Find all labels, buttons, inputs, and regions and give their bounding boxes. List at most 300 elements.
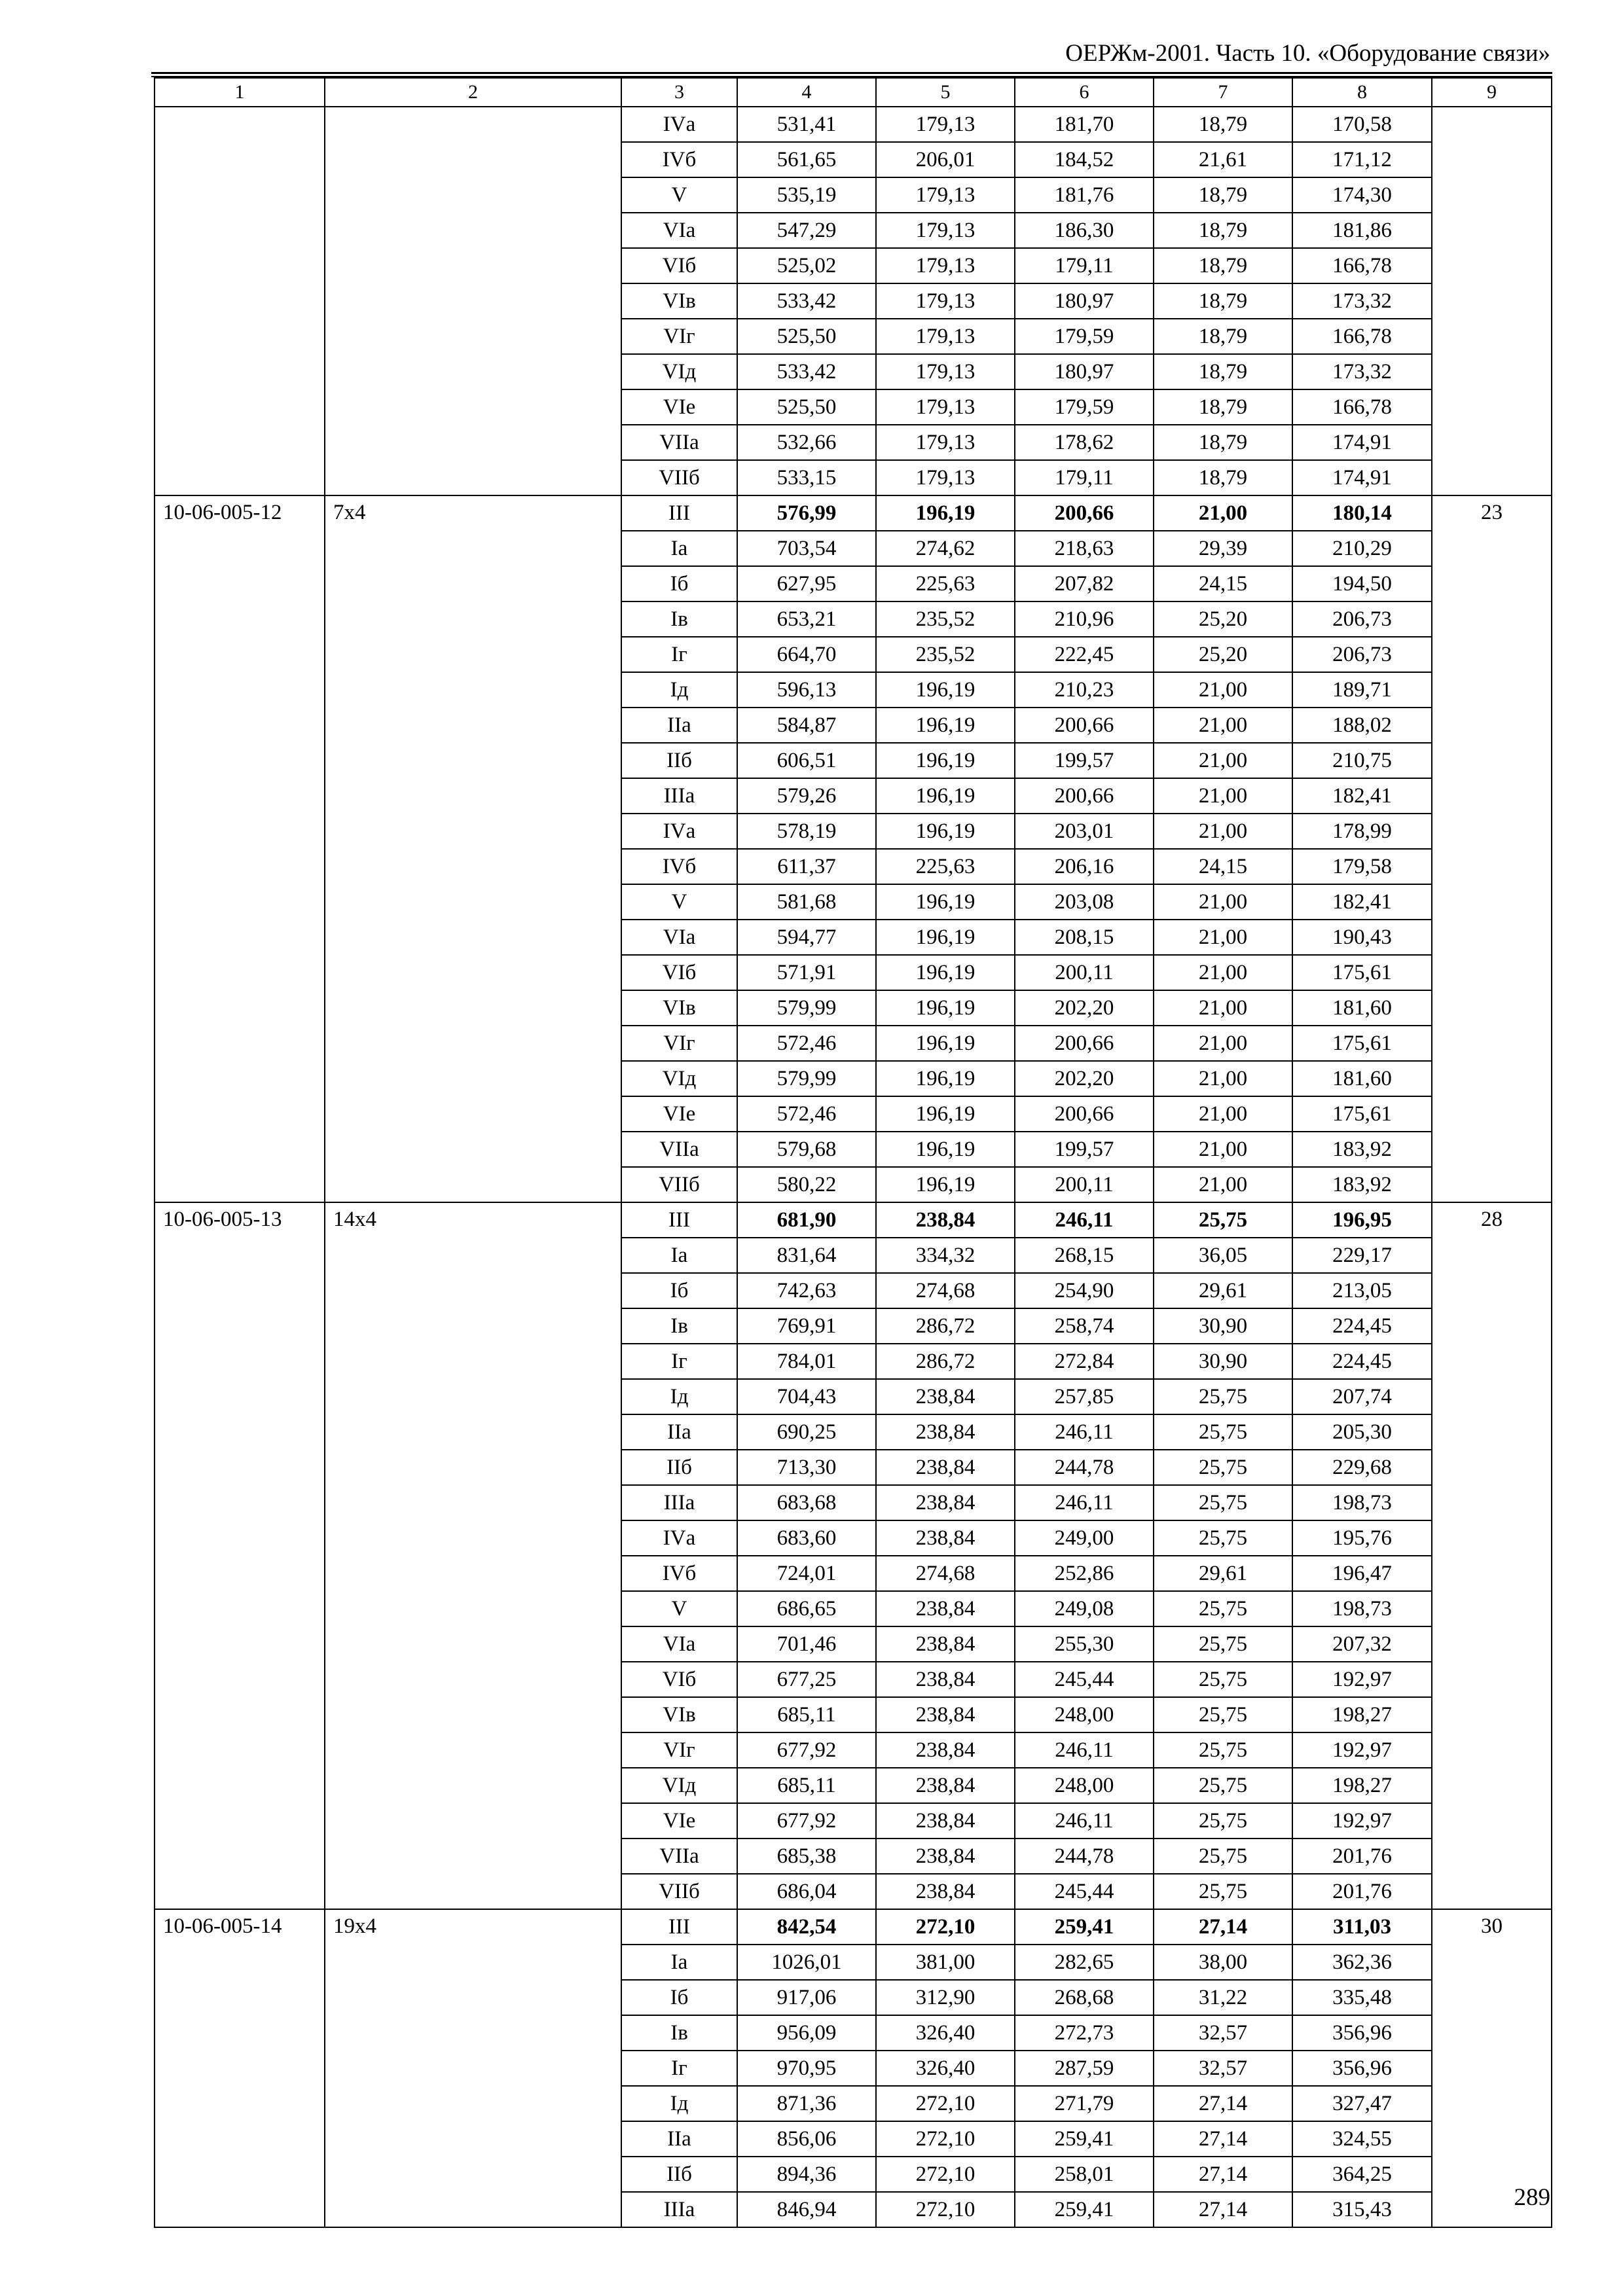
zone-cell: Iв — [621, 1308, 737, 1344]
value-cell: 174,91 — [1292, 425, 1432, 460]
value-cell: 584,87 — [737, 708, 876, 743]
value-cell: 178,99 — [1292, 814, 1432, 849]
value-cell: 198,27 — [1292, 1697, 1432, 1732]
value-cell: 683,60 — [737, 1520, 876, 1556]
column-number: 6 — [1015, 78, 1154, 107]
value-cell: 572,46 — [737, 1026, 876, 1061]
value-cell: 196,19 — [876, 1061, 1015, 1096]
value-cell: 272,10 — [876, 2121, 1015, 2157]
value-cell: 31,22 — [1154, 1980, 1292, 2015]
header-rule — [151, 72, 1552, 74]
value-cell: 196,19 — [876, 778, 1015, 814]
value-cell: 201,76 — [1292, 1874, 1432, 1909]
rates-table — [154, 77, 1552, 2228]
value-cell: 196,19 — [876, 955, 1015, 990]
value-cell: 203,01 — [1015, 814, 1154, 849]
value-cell: 1026,01 — [737, 1945, 876, 1980]
column-number: 1 — [155, 78, 325, 107]
zone-cell: III — [621, 495, 737, 531]
value-cell: 224,45 — [1292, 1344, 1432, 1379]
value-cell: 18,79 — [1154, 107, 1292, 142]
value-cell: 25,20 — [1154, 601, 1292, 637]
value-cell: 179,13 — [876, 389, 1015, 425]
value-cell: 784,01 — [737, 1344, 876, 1379]
zone-cell: VIа — [621, 1626, 737, 1662]
value-cell: 182,41 — [1292, 884, 1432, 920]
value-cell: 196,19 — [876, 814, 1015, 849]
zone-cell: VIIа — [621, 1839, 737, 1874]
value-cell: 196,19 — [876, 1096, 1015, 1132]
value-cell: 207,74 — [1292, 1379, 1432, 1414]
dimension-cell: 7х4 — [325, 495, 621, 1202]
value-cell: 179,13 — [876, 248, 1015, 283]
value-cell: 179,58 — [1292, 849, 1432, 884]
value-cell: 166,78 — [1292, 389, 1432, 425]
value-cell: 244,78 — [1015, 1839, 1154, 1874]
zone-cell: III — [621, 1909, 737, 1945]
value-cell: 769,91 — [737, 1308, 876, 1344]
value-cell: 856,06 — [737, 2121, 876, 2157]
zone-cell: IIа — [621, 708, 737, 743]
value-cell: 195,76 — [1292, 1520, 1432, 1556]
value-cell: 246,11 — [1015, 1732, 1154, 1768]
value-cell: 206,01 — [876, 142, 1015, 177]
zone-cell: VIе — [621, 389, 737, 425]
value-cell: 25,75 — [1154, 1591, 1292, 1626]
column-number: 8 — [1292, 78, 1432, 107]
value-cell: 238,84 — [876, 1450, 1015, 1485]
value-cell: 571,91 — [737, 955, 876, 990]
value-cell: 18,79 — [1154, 319, 1292, 354]
zone-cell: VIд — [621, 1061, 737, 1096]
zone-cell: Iг — [621, 1344, 737, 1379]
value-cell: 579,26 — [737, 778, 876, 814]
zone-cell: V — [621, 177, 737, 213]
value-cell: 21,00 — [1154, 1061, 1292, 1096]
value-cell: 179,13 — [876, 354, 1015, 389]
value-cell: 238,84 — [876, 1202, 1015, 1238]
value-cell: 183,92 — [1292, 1132, 1432, 1167]
value-cell: 653,21 — [737, 601, 876, 637]
value-cell: 202,20 — [1015, 990, 1154, 1026]
value-cell: 244,78 — [1015, 1450, 1154, 1485]
value-cell: 238,84 — [876, 1697, 1015, 1732]
value-cell: 315,43 — [1292, 2192, 1432, 2227]
value-cell: 21,00 — [1154, 1167, 1292, 1202]
zone-cell: VIв — [621, 283, 737, 319]
column-9-cell: 23 — [1432, 495, 1552, 1202]
value-cell: 326,40 — [876, 2051, 1015, 2086]
column-9-cell: 30 — [1432, 1909, 1552, 2227]
value-cell: 18,79 — [1154, 425, 1292, 460]
value-cell: 21,00 — [1154, 672, 1292, 708]
value-cell: 30,90 — [1154, 1344, 1292, 1379]
value-cell: 183,92 — [1292, 1167, 1432, 1202]
value-cell: 218,63 — [1015, 531, 1154, 566]
table-row — [155, 1202, 1552, 1238]
value-cell: 192,97 — [1292, 1803, 1432, 1839]
value-cell: 690,25 — [737, 1414, 876, 1450]
value-cell: 179,13 — [876, 319, 1015, 354]
value-cell: 238,84 — [876, 1626, 1015, 1662]
value-cell: 956,09 — [737, 2015, 876, 2051]
value-cell: 685,11 — [737, 1697, 876, 1732]
zone-cell: III — [621, 1202, 737, 1238]
value-cell: 27,14 — [1154, 2157, 1292, 2192]
value-cell: 249,00 — [1015, 1520, 1154, 1556]
value-cell: 199,57 — [1015, 743, 1154, 778]
value-cell: 664,70 — [737, 637, 876, 672]
value-cell: 21,00 — [1154, 920, 1292, 955]
value-cell: 202,20 — [1015, 1061, 1154, 1096]
value-cell: 174,30 — [1292, 177, 1432, 213]
value-cell: 229,17 — [1292, 1238, 1432, 1273]
value-cell: 21,00 — [1154, 814, 1292, 849]
value-cell: 272,10 — [876, 2192, 1015, 2227]
value-cell: 182,41 — [1292, 778, 1432, 814]
value-cell: 25,75 — [1154, 1626, 1292, 1662]
zone-cell: Iа — [621, 531, 737, 566]
value-cell: 238,84 — [876, 1662, 1015, 1697]
value-cell: 18,79 — [1154, 248, 1292, 283]
value-cell: 578,19 — [737, 814, 876, 849]
value-cell: 32,57 — [1154, 2015, 1292, 2051]
value-cell: 196,19 — [876, 743, 1015, 778]
value-cell: 18,79 — [1154, 354, 1292, 389]
rate-code-cell: 10-06-005-14 — [155, 1909, 325, 2227]
value-cell: 272,73 — [1015, 2015, 1154, 2051]
value-cell: 362,36 — [1292, 1945, 1432, 1980]
value-cell: 576,99 — [737, 495, 876, 531]
value-cell: 196,19 — [876, 884, 1015, 920]
value-cell: 25,75 — [1154, 1768, 1292, 1803]
value-cell: 871,36 — [737, 2086, 876, 2121]
value-cell: 701,46 — [737, 1626, 876, 1662]
value-cell: 258,74 — [1015, 1308, 1154, 1344]
value-cell: 179,11 — [1015, 460, 1154, 495]
value-cell: 894,36 — [737, 2157, 876, 2192]
value-cell: 189,71 — [1292, 672, 1432, 708]
column-number: 3 — [621, 78, 737, 107]
zone-cell: Iб — [621, 1980, 737, 2015]
value-cell: 27,14 — [1154, 2192, 1292, 2227]
value-cell: 196,19 — [876, 1167, 1015, 1202]
value-cell: 238,84 — [876, 1732, 1015, 1768]
zone-cell: VIг — [621, 1732, 737, 1768]
value-cell: 18,79 — [1154, 213, 1292, 248]
value-cell: 200,11 — [1015, 955, 1154, 990]
value-cell: 184,52 — [1015, 142, 1154, 177]
zone-cell: IVа — [621, 1520, 737, 1556]
value-cell: 179,13 — [876, 425, 1015, 460]
value-cell: 235,52 — [876, 637, 1015, 672]
value-cell: 842,54 — [737, 1909, 876, 1945]
value-cell: 334,32 — [876, 1238, 1015, 1273]
value-cell: 196,19 — [876, 1026, 1015, 1061]
value-cell: 238,84 — [876, 1520, 1015, 1556]
value-cell: 327,47 — [1292, 2086, 1432, 2121]
zone-cell: VIа — [621, 213, 737, 248]
value-cell: 24,15 — [1154, 566, 1292, 601]
value-cell: 25,75 — [1154, 1450, 1292, 1485]
value-cell: 326,40 — [876, 2015, 1015, 2051]
value-cell: 196,47 — [1292, 1556, 1432, 1591]
value-cell: 200,66 — [1015, 495, 1154, 531]
value-cell: 21,00 — [1154, 778, 1292, 814]
value-cell: 238,84 — [876, 1839, 1015, 1874]
value-cell: 21,00 — [1154, 743, 1292, 778]
column-number: 5 — [876, 78, 1015, 107]
value-cell: 703,54 — [737, 531, 876, 566]
column-number: 4 — [737, 78, 876, 107]
zone-cell: Iг — [621, 2051, 737, 2086]
value-cell: 18,79 — [1154, 389, 1292, 425]
value-cell: 246,11 — [1015, 1803, 1154, 1839]
value-cell: 225,63 — [876, 849, 1015, 884]
value-cell: 179,13 — [876, 213, 1015, 248]
value-cell: 38,00 — [1154, 1945, 1292, 1980]
zone-cell: IVа — [621, 814, 737, 849]
zone-cell: IIб — [621, 2157, 737, 2192]
value-cell: 246,11 — [1015, 1414, 1154, 1450]
value-cell: 579,99 — [737, 1061, 876, 1096]
value-cell: 205,30 — [1292, 1414, 1432, 1450]
value-cell: 192,97 — [1292, 1732, 1432, 1768]
value-cell: 196,19 — [876, 990, 1015, 1026]
zone-cell: Iд — [621, 672, 737, 708]
value-cell: 196,19 — [876, 920, 1015, 955]
value-cell: 18,79 — [1154, 177, 1292, 213]
value-cell: 25,75 — [1154, 1379, 1292, 1414]
value-cell: 677,92 — [737, 1732, 876, 1768]
value-cell: 381,00 — [876, 1945, 1015, 1980]
value-cell: 198,73 — [1292, 1591, 1432, 1626]
value-cell: 181,70 — [1015, 107, 1154, 142]
zone-cell: IIIа — [621, 1485, 737, 1520]
zone-cell: Iб — [621, 566, 737, 601]
value-cell: 561,65 — [737, 142, 876, 177]
value-cell: 572,46 — [737, 1096, 876, 1132]
value-cell: 25,75 — [1154, 1662, 1292, 1697]
value-cell: 25,75 — [1154, 1839, 1292, 1874]
value-cell: 29,61 — [1154, 1556, 1292, 1591]
value-cell: 282,65 — [1015, 1945, 1154, 1980]
value-cell: 238,84 — [876, 1803, 1015, 1839]
zone-cell: IIб — [621, 743, 737, 778]
table-body — [155, 78, 1552, 2227]
value-cell: 525,50 — [737, 389, 876, 425]
zone-cell: VIб — [621, 955, 737, 990]
value-cell: 249,08 — [1015, 1591, 1154, 1626]
value-cell: 686,65 — [737, 1591, 876, 1626]
value-cell: 201,76 — [1292, 1839, 1432, 1874]
value-cell: 25,75 — [1154, 1520, 1292, 1556]
value-cell: 21,00 — [1154, 990, 1292, 1026]
zone-cell: VIа — [621, 920, 737, 955]
value-cell: 203,08 — [1015, 884, 1154, 920]
value-cell: 180,97 — [1015, 283, 1154, 319]
zone-cell: V — [621, 1591, 737, 1626]
value-cell: 196,19 — [876, 495, 1015, 531]
value-cell: 364,25 — [1292, 2157, 1432, 2192]
value-cell: 258,01 — [1015, 2157, 1154, 2192]
value-cell: 207,32 — [1292, 1626, 1432, 1662]
value-cell: 171,12 — [1292, 142, 1432, 177]
value-cell: 286,72 — [876, 1308, 1015, 1344]
value-cell: 970,95 — [737, 2051, 876, 2086]
zone-cell: IIIа — [621, 778, 737, 814]
value-cell: 199,57 — [1015, 1132, 1154, 1167]
value-cell: 181,86 — [1292, 213, 1432, 248]
value-cell: 178,62 — [1015, 425, 1154, 460]
zone-cell: Iа — [621, 1238, 737, 1273]
value-cell: 525,50 — [737, 319, 876, 354]
value-cell: 179,13 — [876, 283, 1015, 319]
value-cell: 180,14 — [1292, 495, 1432, 531]
value-cell: 210,23 — [1015, 672, 1154, 708]
zone-cell: VIд — [621, 1768, 737, 1803]
value-cell: 229,68 — [1292, 1450, 1432, 1485]
zone-cell: Iа — [621, 1945, 737, 1980]
value-cell: 704,43 — [737, 1379, 876, 1414]
value-cell: 29,61 — [1154, 1273, 1292, 1308]
value-cell: 179,59 — [1015, 389, 1154, 425]
value-cell: 25,75 — [1154, 1697, 1292, 1732]
value-cell: 238,84 — [876, 1485, 1015, 1520]
value-cell: 535,19 — [737, 177, 876, 213]
zone-cell: IVб — [621, 142, 737, 177]
running-header: ОЕРЖм-2001. Часть 10. «Оборудование связи» — [1065, 40, 1550, 67]
value-cell: 18,79 — [1154, 283, 1292, 319]
value-cell: 196,95 — [1292, 1202, 1432, 1238]
value-cell: 272,84 — [1015, 1344, 1154, 1379]
value-cell: 207,82 — [1015, 566, 1154, 601]
value-cell: 173,32 — [1292, 283, 1432, 319]
value-cell: 324,55 — [1292, 2121, 1432, 2157]
value-cell: 188,02 — [1292, 708, 1432, 743]
value-cell: 268,68 — [1015, 1980, 1154, 2015]
value-cell: 272,10 — [876, 2157, 1015, 2192]
zone-cell: Iв — [621, 2015, 737, 2051]
zone-cell: Iв — [621, 601, 737, 637]
value-cell: 198,73 — [1292, 1485, 1432, 1520]
zone-cell: VIIб — [621, 460, 737, 495]
value-cell: 533,42 — [737, 354, 876, 389]
zone-cell: IIа — [621, 1414, 737, 1450]
value-cell: 238,84 — [876, 1414, 1015, 1450]
rate-code-cell — [155, 107, 325, 495]
value-cell: 335,48 — [1292, 1980, 1432, 2015]
value-cell: 36,05 — [1154, 1238, 1292, 1273]
value-cell: 200,66 — [1015, 778, 1154, 814]
value-cell: 917,06 — [737, 1980, 876, 2015]
value-cell: 225,63 — [876, 566, 1015, 601]
zone-cell: VIIб — [621, 1874, 737, 1909]
value-cell: 274,68 — [876, 1273, 1015, 1308]
value-cell: 356,96 — [1292, 2051, 1432, 2086]
value-cell: 21,00 — [1154, 1096, 1292, 1132]
value-cell: 206,73 — [1292, 637, 1432, 672]
value-cell: 181,60 — [1292, 1061, 1432, 1096]
value-cell: 208,15 — [1015, 920, 1154, 955]
column-number-row — [155, 78, 1552, 107]
zone-cell: IIа — [621, 2121, 737, 2157]
value-cell: 181,76 — [1015, 177, 1154, 213]
value-cell: 30,90 — [1154, 1308, 1292, 1344]
value-cell: 27,14 — [1154, 2121, 1292, 2157]
value-cell: 179,13 — [876, 177, 1015, 213]
value-cell: 24,15 — [1154, 849, 1292, 884]
value-cell: 238,84 — [876, 1874, 1015, 1909]
value-cell: 686,04 — [737, 1874, 876, 1909]
value-cell: 196,19 — [876, 1132, 1015, 1167]
zone-cell: VIIа — [621, 425, 737, 460]
value-cell: 246,11 — [1015, 1202, 1154, 1238]
column-number: 7 — [1154, 78, 1292, 107]
zone-cell: VIг — [621, 1026, 737, 1061]
value-cell: 611,37 — [737, 849, 876, 884]
zone-cell: IVб — [621, 1556, 737, 1591]
value-cell: 175,61 — [1292, 1096, 1432, 1132]
value-cell: 248,00 — [1015, 1697, 1154, 1732]
value-cell: 606,51 — [737, 743, 876, 778]
value-cell: 21,00 — [1154, 708, 1292, 743]
value-cell: 198,27 — [1292, 1768, 1432, 1803]
value-cell: 25,75 — [1154, 1803, 1292, 1839]
value-cell: 246,11 — [1015, 1485, 1154, 1520]
zone-cell: VIе — [621, 1096, 737, 1132]
table-row — [155, 495, 1552, 531]
value-cell: 181,60 — [1292, 990, 1432, 1026]
value-cell: 175,61 — [1292, 1026, 1432, 1061]
value-cell: 532,66 — [737, 425, 876, 460]
value-cell: 173,32 — [1292, 354, 1432, 389]
zone-cell: VIв — [621, 990, 737, 1026]
value-cell: 286,72 — [876, 1344, 1015, 1379]
zone-cell: VIб — [621, 248, 737, 283]
value-cell: 25,75 — [1154, 1485, 1292, 1520]
value-cell: 255,30 — [1015, 1626, 1154, 1662]
value-cell: 175,61 — [1292, 955, 1432, 990]
value-cell: 683,68 — [737, 1485, 876, 1520]
value-cell: 274,62 — [876, 531, 1015, 566]
value-cell: 210,75 — [1292, 743, 1432, 778]
value-cell: 846,94 — [737, 2192, 876, 2227]
value-cell: 685,38 — [737, 1839, 876, 1874]
value-cell: 25,75 — [1154, 1414, 1292, 1450]
value-cell: 238,84 — [876, 1591, 1015, 1626]
value-cell: 248,00 — [1015, 1768, 1154, 1803]
value-cell: 547,29 — [737, 213, 876, 248]
value-cell: 180,97 — [1015, 354, 1154, 389]
value-cell: 254,90 — [1015, 1273, 1154, 1308]
value-cell: 25,20 — [1154, 637, 1292, 672]
value-cell: 32,57 — [1154, 2051, 1292, 2086]
value-cell: 531,41 — [737, 107, 876, 142]
value-cell: 274,68 — [876, 1556, 1015, 1591]
value-cell: 222,45 — [1015, 637, 1154, 672]
value-cell: 713,30 — [737, 1450, 876, 1485]
value-cell: 196,19 — [876, 708, 1015, 743]
value-cell: 724,01 — [737, 1556, 876, 1591]
value-cell: 166,78 — [1292, 248, 1432, 283]
value-cell: 186,30 — [1015, 213, 1154, 248]
zone-cell: IVб — [621, 849, 737, 884]
column-9-cell: 28 — [1432, 1202, 1552, 1909]
zone-cell: IIб — [621, 1450, 737, 1485]
value-cell: 224,45 — [1292, 1308, 1432, 1344]
value-cell: 210,96 — [1015, 601, 1154, 637]
